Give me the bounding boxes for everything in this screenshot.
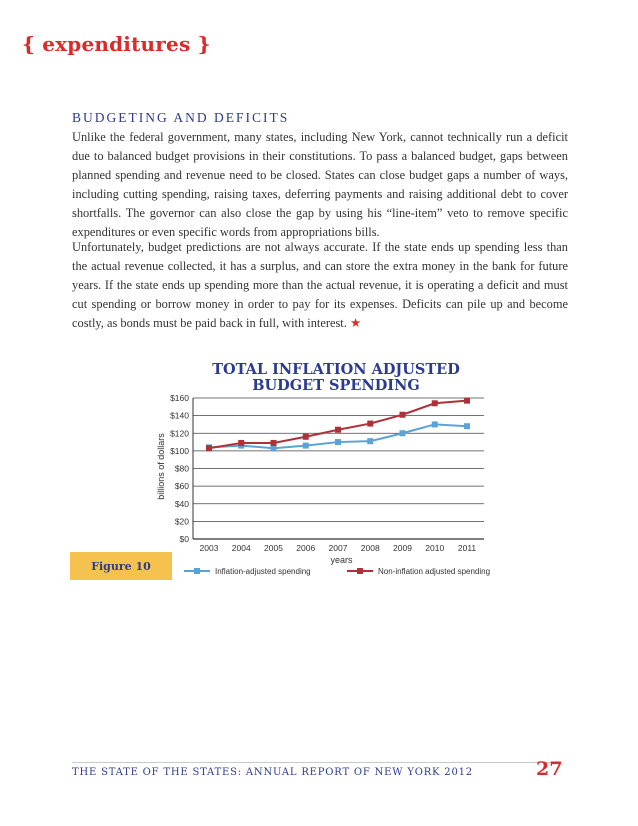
data-point [400,412,406,418]
paragraph-1: Unlike the federal government, many states, including New York, cannot technically run a deficit due to balanced budget provisions in their constitutions. To pass a balanced budget, gaps between planned spending and revenue need to be closed. States can close budget gaps a number of ways, including cutting spending, raising taxes, deferring payments and raising additional debt to cover shortfalls. The governor can also close the gap by using his “line-item” veto to remove specific expenditures or even specific words from appropriations bills. [72,130,568,239]
data-point [432,421,438,427]
y-tick-label: $20 [174,516,189,527]
x-tick-label: 2010 [425,543,445,553]
y-tick-label: $80 [174,463,189,474]
legend-marker-1 [357,568,363,574]
y-tick-label: $40 [174,498,189,509]
chart-title-line-1: TOTAL INFLATION ADJUSTED [212,361,460,378]
paragraph-2-text: Unfortunately, budget predictions are not always accurate. If the state ends up spending less than the actual revenue collected, it has a surplus, and can store the extra money in the bank for future years. If the state ends up spending more than the actual revenue, it is operating a deficit and must cut spending or borrow money in order to pay for its expenses. Deficits can pile up and become costly, as bonds must be paid back in full, with interest. [72,240,568,330]
y-tick-label: $140 [170,410,189,421]
chart-grid [193,398,484,539]
data-point [367,421,373,427]
x-tick-label: 2004 [231,543,251,553]
data-point [238,440,244,446]
data-point [303,434,309,440]
data-point [206,445,212,451]
chart-series [206,398,470,452]
x-tick-label: 2007 [328,543,348,553]
x-axis-title: years [330,555,353,565]
data-point [303,443,309,449]
data-point [400,430,406,436]
chart-legend [184,567,490,576]
x-tick-label: 2011 [457,543,477,553]
section-heading: BUDGETING AND DEFICITS [72,110,290,125]
x-tick-label: 2009 [393,543,412,553]
data-point [432,400,438,406]
legend-marker-0 [194,568,200,574]
data-point [464,423,470,429]
star-icon: ★ [349,316,362,330]
legend-label-1: Non-inflation adjusted spending [378,567,491,576]
section-title: { expenditures } [22,32,211,56]
y-tick-label: $0 [179,534,189,544]
footer-text: THE STATE OF THE STATES: ANNUAL REPORT OF NEW YORK 2012 [72,767,473,778]
x-tick-label: 2006 [296,543,316,553]
data-point [335,439,341,445]
page-number: 27 [536,758,563,780]
legend-label-0: Inflation-adjusted spending [215,567,311,576]
data-point [464,398,470,404]
chart-title-line-2: BUDGET SPENDING [252,377,420,394]
y-tick-label: $100 [170,445,189,456]
x-tick-label: 2005 [264,543,283,553]
data-point [335,427,341,433]
x-tick-label: 2008 [360,543,380,553]
data-point [367,438,373,444]
y-tick-label: $120 [170,428,189,439]
y-tick-label: $160 [170,393,189,403]
footer-divider [72,762,562,763]
y-axis-title: billions of dollars [156,433,166,500]
data-point [271,445,277,451]
figure-label: Figure 10 [70,552,172,580]
x-tick-label: 2003 [199,543,219,553]
data-point [271,440,277,446]
y-tick-label: $60 [174,481,189,492]
